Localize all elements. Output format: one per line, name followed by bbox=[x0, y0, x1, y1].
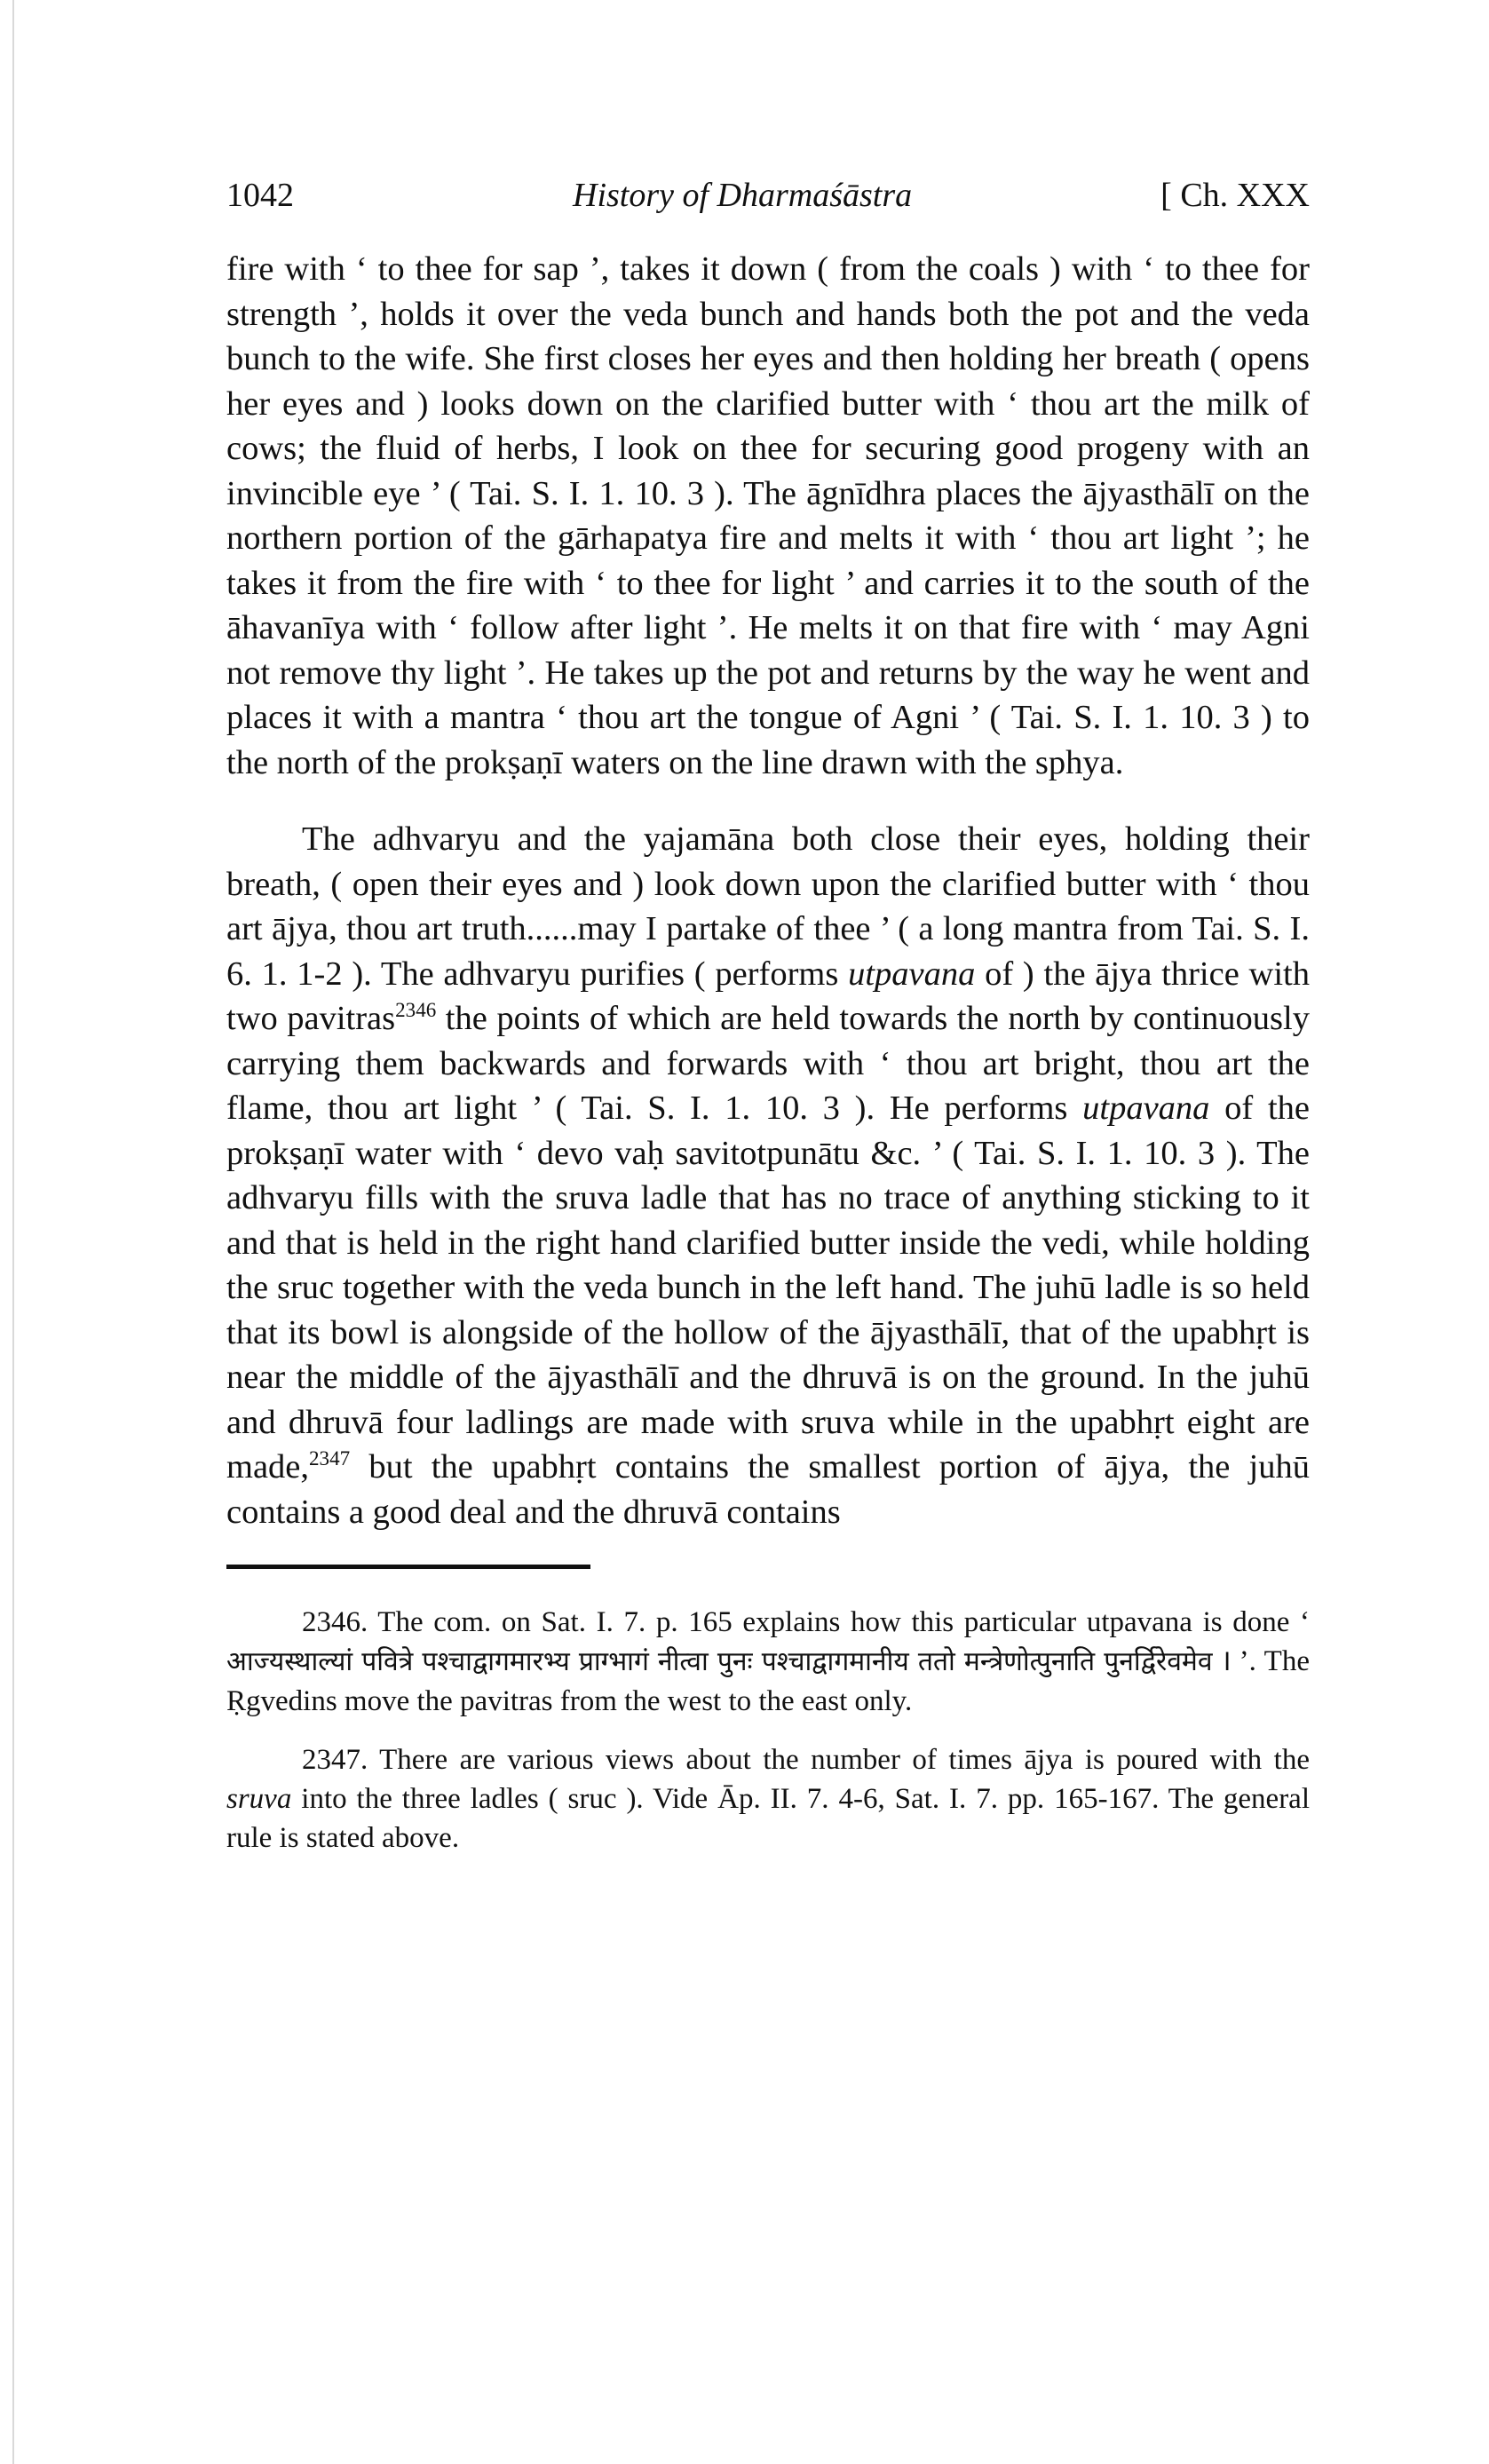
paragraph-2-part-a: The adhvaryu and the yajamāna both close their eyes, holding their breath, ( open their eyes and ) look down upon the clarified butter with ‘ thou art ājya, thou art truth......may I partake of thee ’ ( a long mantra from Tai. S. I. 6. 1. 1-2 ). The adhvaryu purifies ( performs bbox=[226, 820, 1310, 993]
footnote-2346-sanskrit: आज्यस्थाल्यां पवित्रे पश्चाद्वागमारभ्य प्राग्भागं नीत्वा पुनः पश्चाद्वागमानीय ततो मन्त्रेणोत्पुनाति पुनर्द्विरेवमेव bbox=[226, 1646, 1213, 1677]
italic-term: utpavana bbox=[1082, 1089, 1210, 1127]
scan-edge-line bbox=[12, 0, 14, 2464]
footnote-ref-2346[interactable]: 2346 bbox=[395, 998, 437, 1022]
paragraph-2-part-e: but the upabhṛt contains the smallest portion of ājya, the juhū contains a good deal and the dhruvā contains bbox=[226, 1448, 1310, 1531]
footnotes bbox=[226, 1603, 1310, 1858]
footnote-2346-text-b: । ’. The Ṛgvedins move the pavitras from the west to the east only. bbox=[226, 1645, 1310, 1717]
footnote-2346 bbox=[226, 1603, 1310, 1721]
footnote-2347 bbox=[226, 1740, 1310, 1858]
page-number: 1042 bbox=[226, 177, 294, 214]
footnote-2347-text-a: 2347. There are various views about the number of times ājya is poured with the bbox=[302, 1744, 1310, 1776]
footnote-rule bbox=[226, 1565, 590, 1569]
paragraph-2 bbox=[226, 817, 1310, 1534]
page bbox=[226, 169, 1310, 1858]
chapter-label: [ Ch. XXX bbox=[1160, 177, 1310, 214]
page-header bbox=[226, 169, 1310, 222]
paragraph-2-part-b: of ) the ājya thrice with two pavitras bbox=[226, 955, 1310, 1037]
running-title: History of Dharmaśāstra bbox=[573, 177, 913, 214]
italic-term: utpavana bbox=[848, 955, 976, 993]
italic-term: sruva bbox=[226, 1783, 292, 1815]
main-text bbox=[226, 247, 1310, 1534]
paragraph-1: fire with ‘ to thee for sap ’, takes it down ( from the coals ) with ‘ to thee for strength ’, holds it over the veda bunch and hands both the pot and the veda bunch to the wife. She first closes her eyes and then holding her breath ( opens her eyes and ) looks down on the clarified butter with ‘ thou art the milk of cows; the fluid of herbs, I look on thee for securing good progeny with an invincible eye ’ ( Tai. S. I. 1. 10. 3 ). The āgnīdhra places the ājyasthālī on the northern portion of the gārhapatya fire and melts it with ‘ thou art light ’; he takes it from the fire with ‘ to thee for light ’ and carries it to the south of the āhavanīya with ‘ follow after light ’. He melts it on that fire with ‘ may Agni not remove thy light ’. He takes up the pot and returns by the way he went and places it with a mantra ‘ thou art the tongue of Agni ’ ( Tai. S. I. 1. 10. 3 ) to the north of the prokṣaṇī waters on the line drawn with the sphya. bbox=[226, 250, 1310, 781]
footnote-2346-text-a: 2346. The com. on Sat. I. 7. p. 165 explains how this particular utpavana is done ‘ bbox=[302, 1606, 1310, 1638]
paragraph-2-part-c: the points of which are held towards the north by continuously carrying them backwards and forwards with ‘ thou art bright, thou art the flame, thou art light ’ ( Tai. S. I. 1. 10. 3 ). He performs bbox=[226, 1000, 1310, 1127]
footnote-2347-text-b: into the three ladles ( sruc ). Vide Āp. II. 7. 4-6, Sat. I. 7. pp. 165-167. The general rule is stated above. bbox=[226, 1783, 1310, 1854]
paragraph-2-part-d: of the prokṣaṇī water with ‘ devo vaḥ savitotpunātu &c. ’ ( Tai. S. I. 1. 10. 3 ). The adhvaryu fills with the sruva ladle that has no trace of anything sticking to it and that is held in the right hand clarified butter inside the vedi, while holding the sruc together with the veda bunch in the left hand. The juhū ladle is so held that its bowl is alongside of the hollow of the ājyasthālī, that of the upabhṛt is near the middle of the ājyasthālī and the dhruvā is on the ground. In the juhū and dhruvā four ladlings are made with sruva while in the upabhṛt eight are made, bbox=[226, 1089, 1310, 1486]
footnote-ref-2347[interactable]: 2347 bbox=[309, 1446, 351, 1470]
